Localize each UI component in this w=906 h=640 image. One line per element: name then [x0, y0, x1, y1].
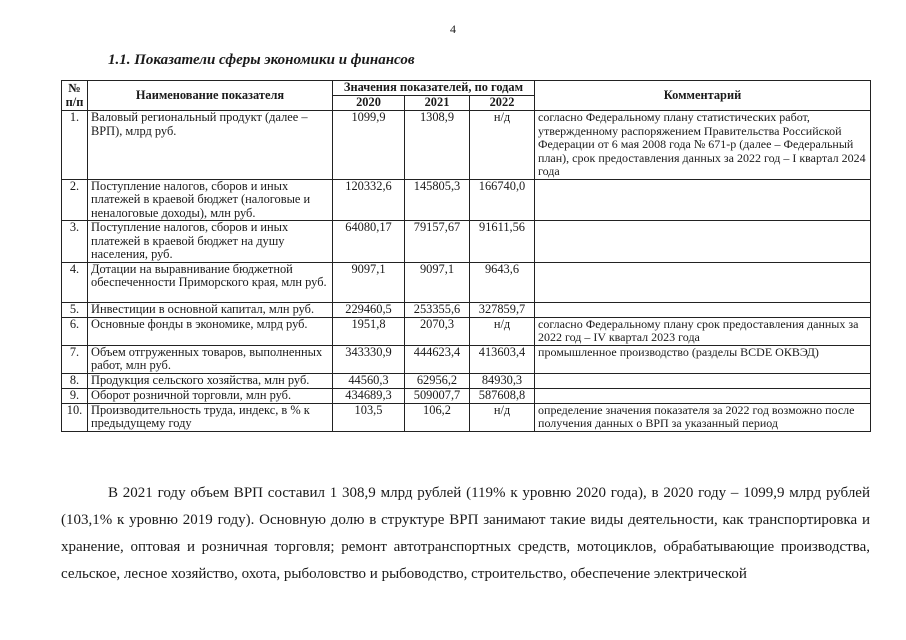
comment-cell [535, 373, 871, 388]
row-number: 5. [62, 302, 88, 317]
value-2021: 145805,3 [405, 179, 470, 221]
value-2021: 253355,6 [405, 302, 470, 317]
value-2022: н/д [470, 111, 535, 180]
indicator-name: Объем отгруженных товаров, выполненных работ, млн руб. [88, 345, 333, 373]
value-2020: 229460,5 [333, 302, 405, 317]
value-2020: 1099,9 [333, 111, 405, 180]
header-values: Значения показателей, по годам [333, 81, 535, 96]
indicator-name: Производительность труда, индекс, в % к предыдущему году [88, 403, 333, 431]
indicator-name: Продукция сельского хозяйства, млн руб. [88, 373, 333, 388]
value-2021: 1308,9 [405, 111, 470, 180]
table-row [62, 345, 871, 373]
value-2022: н/д [470, 317, 535, 345]
indicator-name: Поступление налогов, сборов и иных платежей в краевой бюджет на душу населения, руб. [88, 221, 333, 263]
value-2021: 62956,2 [405, 373, 470, 388]
header-name: Наименование показателя [88, 81, 333, 111]
value-2021: 509007,7 [405, 388, 470, 403]
indicator-name: Валовый региональный продукт (далее – ВРП), млрд руб. [88, 111, 333, 180]
table-row [62, 221, 871, 263]
page-number: 4 [450, 22, 456, 36]
row-number: 6. [62, 317, 88, 345]
table-row [62, 373, 871, 388]
table-row [62, 179, 871, 221]
value-2020: 434689,3 [333, 388, 405, 403]
value-2021: 79157,67 [405, 221, 470, 263]
indicator-name: Поступление налогов, сборов и иных платежей в краевой бюджет (налоговые и неналоговые доходы), млн руб. [88, 179, 333, 221]
section-title: 1.1. Показатели сферы экономики и финансов [108, 52, 415, 68]
value-2020: 120332,6 [333, 179, 405, 221]
header-year-2020: 2020 [333, 96, 405, 111]
table-row [62, 403, 871, 431]
comment-cell: согласно Федеральному плану срок предоставления данных за 2022 год – IV квартал 2023 года [535, 317, 871, 345]
value-2021: 2070,3 [405, 317, 470, 345]
comment-cell [535, 221, 871, 263]
value-2020: 44560,3 [333, 373, 405, 388]
value-2022: 166740,0 [470, 179, 535, 221]
value-2022: 413603,4 [470, 345, 535, 373]
value-2020: 64080,17 [333, 221, 405, 263]
header-comment: Комментарий [535, 81, 871, 111]
indicator-name: Основные фонды в экономике, млрд руб. [88, 317, 333, 345]
indicator-name: Инвестиции в основной капитал, млн руб. [88, 302, 333, 317]
value-2021: 444623,4 [405, 345, 470, 373]
row-number: 3. [62, 221, 88, 263]
row-number: 9. [62, 388, 88, 403]
value-2022: н/д [470, 403, 535, 431]
comment-cell [535, 262, 871, 302]
indicator-name: Оборот розничной торговли, млн руб. [88, 388, 333, 403]
table-row [62, 111, 871, 180]
row-number: 4. [62, 262, 88, 302]
body-text [61, 480, 870, 588]
comment-cell [535, 388, 871, 403]
comment-cell [535, 302, 871, 317]
indicators-table [61, 80, 871, 432]
header-year-2022: 2022 [470, 96, 535, 111]
comment-cell: определение значения показателя за 2022 год возможно после получения данных о ВРП за указанный период [535, 403, 871, 431]
value-2021: 9097,1 [405, 262, 470, 302]
table-body [62, 111, 871, 432]
table-row [62, 262, 871, 302]
comment-cell [535, 179, 871, 221]
value-2020: 9097,1 [333, 262, 405, 302]
row-number: 7. [62, 345, 88, 373]
value-2022: 587608,8 [470, 388, 535, 403]
table-row [62, 302, 871, 317]
table-row [62, 317, 871, 345]
comment-cell: согласно Федеральному плану статистических работ, утвержденному распоряжением Правительства Российской Федерации от 6 мая 2008 года № 671-р (далее – Федеральный план), срок предоставления данных за 2022 год – I квартал 2024 года [535, 111, 871, 180]
header-num: № п/п [62, 81, 88, 111]
row-number: 10. [62, 403, 88, 431]
value-2022: 327859,7 [470, 302, 535, 317]
value-2020: 343330,9 [333, 345, 405, 373]
value-2022: 84930,3 [470, 373, 535, 388]
value-2020: 1951,8 [333, 317, 405, 345]
table-row [62, 388, 871, 403]
value-2022: 91611,56 [470, 221, 535, 263]
row-number: 2. [62, 179, 88, 221]
row-number: 8. [62, 373, 88, 388]
value-2020: 103,5 [333, 403, 405, 431]
row-number: 1. [62, 111, 88, 180]
indicator-name: Дотации на выравнивание бюджетной обеспеченности Приморского края, млн руб. [88, 262, 333, 302]
comment-cell: промышленное производство (разделы BCDE ОКВЭД) [535, 345, 871, 373]
body-paragraph: В 2021 году объем ВРП составил 1 308,9 млрд рублей (119% к уровню 2020 года), в 2020 году – 1099,9 млрд рублей (103,1% к уровню 2019 году). Основную долю в структуре ВРП занимают такие виды деятельности, как транспортировка и хранение, оптовая и розничная торговля; ремонт автотранспортных средств, мотоциклов, обрабатывающие производства, сельское, лесное хозяйство, охота, рыболовство и рыбоводство, строительство, обеспечение электрической [61, 485, 870, 582]
value-2021: 106,2 [405, 403, 470, 431]
value-2022: 9643,6 [470, 262, 535, 302]
header-year-2021: 2021 [405, 96, 470, 111]
